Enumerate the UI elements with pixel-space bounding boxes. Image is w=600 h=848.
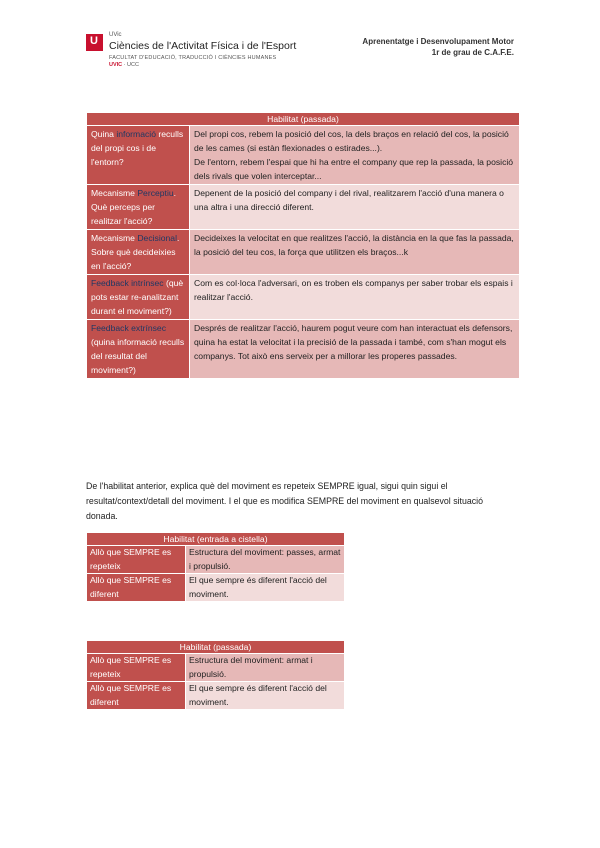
row-label: Allò que SEMPRE es repeteix xyxy=(87,546,185,573)
row-value: Després de realitzar l'acció, haurem pogut veure com han interactuat els defensors, quina ha estat la velocitat i la precisió de la passada i també, com s'han mogut els companys. Tot això ens serveix per a millorar les properes passades. xyxy=(190,320,519,378)
faculty-title: Ciències de l'Activitat Física i de l'Esport xyxy=(109,40,297,52)
row-value: Estructura del moviment: passes, armat i propulsió. xyxy=(186,546,344,573)
table-row xyxy=(87,126,519,184)
row-value: Depenent de la posició del company i del rival, realitzarem l'acció d'una manera o una altra i una direcció diferent. xyxy=(190,185,519,229)
table-row xyxy=(87,574,344,601)
table-title: Habilitat (passada) xyxy=(87,641,344,653)
table-row xyxy=(87,320,519,378)
row-value: El que sempre és diferent l'acció del moviment. xyxy=(186,574,344,601)
university-name: UVic xyxy=(109,32,122,38)
row-value: Decideixes la velocitat en que realitzes l'acció, la distància en la que fas la passada, la posició del teu cos, la força que utilitzen els braços...k xyxy=(190,230,519,274)
row-label: Mecanisme Perceptiu. Què perceps per realitzar l'acció? xyxy=(87,185,189,229)
row-label: Feedback extrínsec (quina informació reculls del resultat del moviment?) xyxy=(87,320,189,378)
row-label: Allò que SEMPRE es repeteix xyxy=(87,654,185,681)
course-subtitle: 1r de grau de C.A.F.E. xyxy=(431,48,514,57)
course-title: Aprenentatge i Desenvolupament Motor xyxy=(362,37,514,46)
row-value: Estructura del moviment: armat i propulsió. xyxy=(186,654,344,681)
table-row xyxy=(87,275,519,319)
row-label: Quina informació reculls del propi cos i de l'entorn? xyxy=(87,126,189,184)
table-row xyxy=(87,185,519,229)
row-value: El que sempre és diferent l'acció del moviment. xyxy=(186,682,344,709)
row-label: Allò que SEMPRE es diferent xyxy=(87,682,185,709)
university-subtitle: UVIC · UCC xyxy=(109,62,139,68)
habilitat-table xyxy=(86,112,520,379)
row-value: Del propi cos, rebem la posició del cos, la dels braços en relació del cos, la posició de les cames (si estàn flexionades o estirades...). De l'entorn, rebem l'espai que hi ha entre el company que rep la passada, la posició dels rivals que volen interceptar... xyxy=(190,126,519,184)
table-row xyxy=(87,546,344,573)
habilitat-entrada-table xyxy=(86,532,345,602)
row-value: Com es col·loca l'adversari, on es troben els companys per saber trobar els espais i realitzar l'acció. xyxy=(190,275,519,319)
row-label: Mecanisme Decisional. Sobre què decideixies en l'acció? xyxy=(87,230,189,274)
habilitat-passada-table xyxy=(86,640,345,710)
table-row xyxy=(87,654,344,681)
instruction-paragraph: De l'habilitat anterior, explica què del moviment es repeteix SEMPRE igual, sigui quin sigui el resultat/context/detall del moviment. I el que es modifica SEMPRE del moviment en qualsevol situació donada. xyxy=(86,481,484,521)
row-label: Feedback intrínsec (què pots estar re-analitzant durant el moviment?) xyxy=(87,275,189,319)
university-logo xyxy=(86,34,103,51)
table-row xyxy=(87,230,519,274)
table-row xyxy=(87,682,344,709)
table-title: Habilitat (entrada a cistella) xyxy=(87,533,344,545)
table-title: Habilitat (passada) xyxy=(87,113,519,125)
faculty-subtitle: FACULTAT D'EDUCACIÓ, TRADUCCIÓ I CIÈNCIES HUMANES xyxy=(109,55,277,61)
row-label: Allò que SEMPRE es diferent xyxy=(87,574,185,601)
